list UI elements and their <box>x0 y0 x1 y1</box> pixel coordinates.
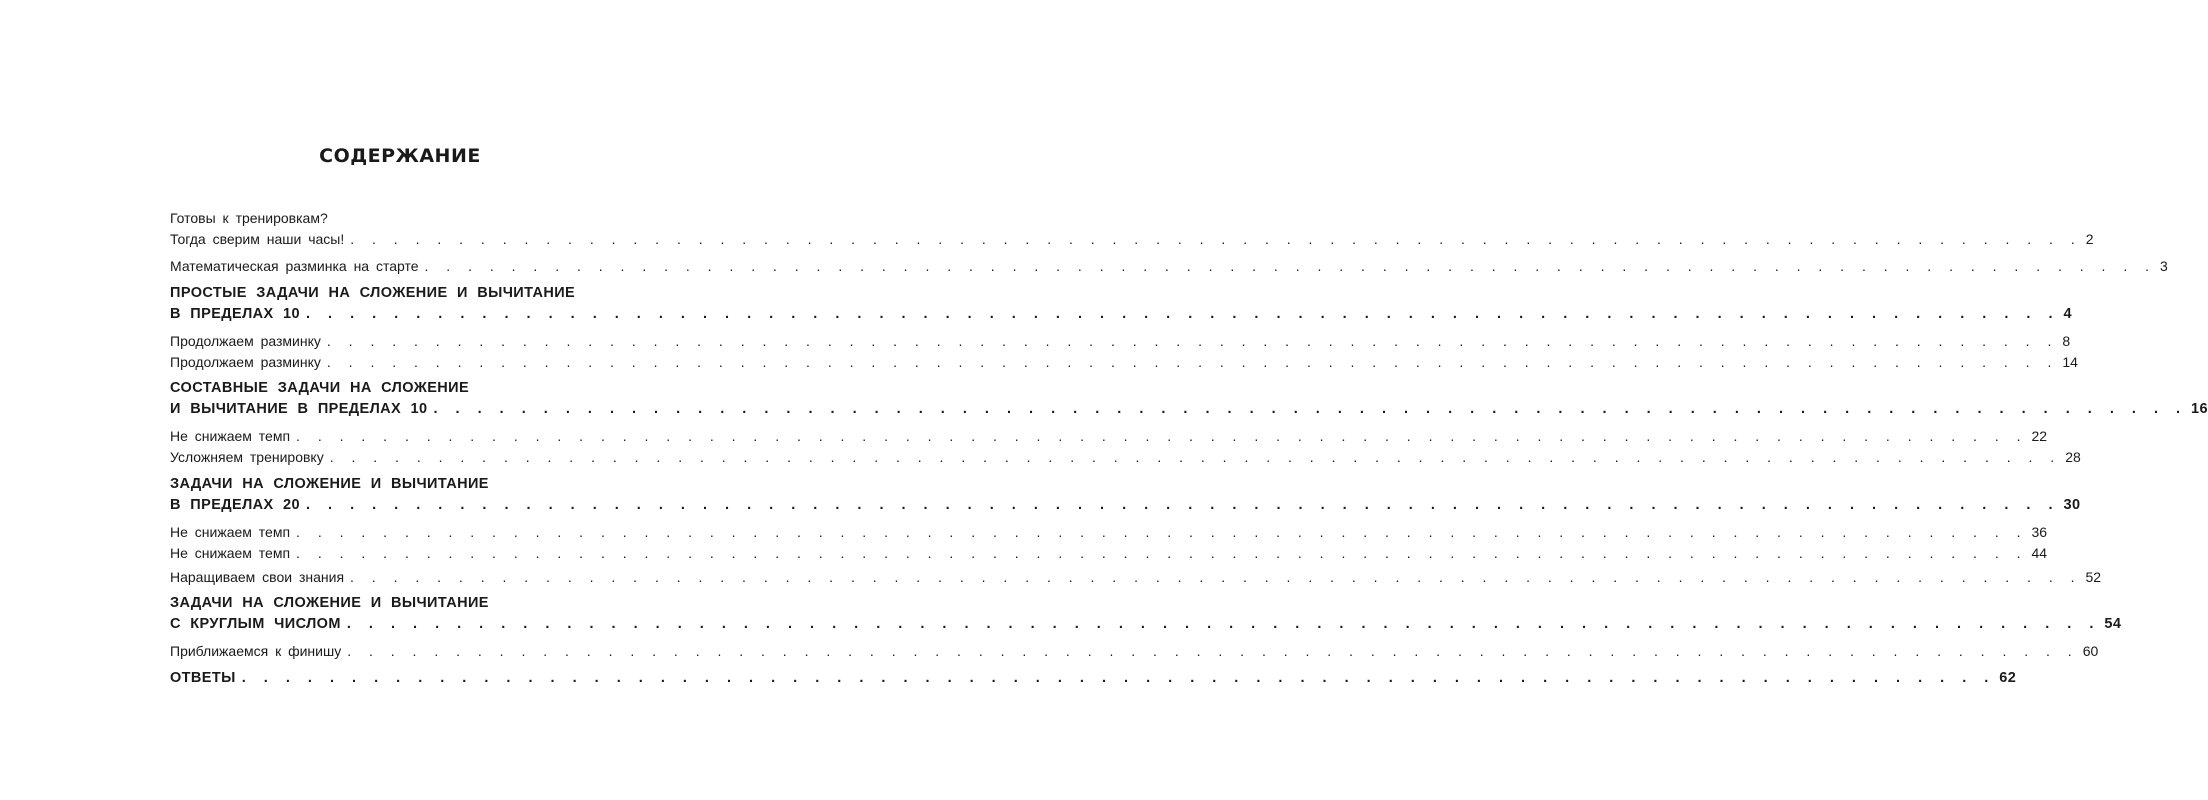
toc-entry-title: Не снижаем темп <box>170 545 291 561</box>
toc-page-number: 22 <box>2031 428 2048 444</box>
toc-page-number: 62 <box>1999 670 2017 686</box>
toc-title: СОДЕРЖАНИЕ <box>319 145 481 167</box>
toc-page-number: 16 <box>2191 401 2208 417</box>
toc-section-line <box>170 595 628 611</box>
toc-page-number: 8 <box>2062 333 2071 349</box>
toc-entry-title: Продолжаем разминку <box>170 354 321 370</box>
toc-section-heading: ЗАДАЧИ НА СЛОЖЕНИЕ И ВЫЧИТАНИЕ <box>170 595 489 611</box>
toc-page-number: 36 <box>2031 524 2048 540</box>
dot-leader: . . . . . . . . . . . . . . . . . . . . . . . . . . . . . . . . . . . . . . . . . . . . . . . . . . . . . . . . . . . . . . . . . . . . . . . . . . . . . . . . <box>305 497 2060 513</box>
toc-entry-line <box>170 524 2048 540</box>
toc-entry-line <box>170 545 2048 561</box>
toc-section-line <box>170 380 628 396</box>
dot-leader: . . . . . . . . . . . . . . . . . . . . . . . . . . . . . . . . . . . . . . . . . . . . . . . . . . . . . . . . . . . . . . . . . . . . . . . . . . . . . . . . <box>296 428 2028 444</box>
dot-leader: . . . . . . . . . . . . . . . . . . . . . . . . . . . . . . . . . . . . . . . . . . . . . . . . . . . . . . . . . . . . . . . . . . . . . . . . . . . . . . . . <box>346 616 2101 632</box>
toc-entry-line <box>170 333 2071 349</box>
toc-entry-line <box>170 231 2094 247</box>
toc-entry-title: Тогда сверим наши часы! <box>170 231 345 247</box>
dot-leader: . . . . . . . . . . . . . . . . . . . . . . . . . . . . . . . . . . . . . . . . . . . . . . . . . . . . . . . . . . . . . . . . . . . . . . . . . . . . . . . . <box>326 354 2059 370</box>
toc-entry-title: Готовы к тренировкам? <box>170 210 328 226</box>
toc-entry-line <box>170 643 2099 659</box>
dot-leader: . . . . . . . . . . . . . . . . . . . . . . . . . . . . . . . . . . . . . . . . . . . . . . . . . . . . . . . . . . . . . . . . . . . . . . . . . . . . . . . . <box>296 524 2028 540</box>
toc-entry-title: Усложняем тренировку <box>170 449 324 465</box>
toc-page-number: 14 <box>2062 354 2078 370</box>
toc-entry-title: Наращиваем свои знания <box>170 569 345 585</box>
dot-leader: . . . . . . . . . . . . . . . . . . . . . . . . . . . . . . . . . . . . . . . . . . . . . . . . . . . . . . . . . . . . . . . . . . . . . . . . . . . . . . . . <box>326 333 2059 349</box>
toc-section-line <box>170 401 2208 417</box>
toc-section-line <box>170 306 2072 322</box>
dot-leader: . . . . . . . . . . . . . . . . . . . . . . . . . . . . . . . . . . . . . . . . . . . . . . . . . . . . . . . . . . . . . . . . . . . . . . . . . . . . . . . . <box>350 569 2082 585</box>
toc-entry-title: Не снижаем темп <box>170 524 291 540</box>
dot-leader: . . . . . . . . . . . . . . . . . . . . . . . . . . . . . . . . . . . . . . . . . . . . . . . . . . . . . . . . . . . . . . . . . . . . . . . . . . . . . . . . <box>329 449 2062 465</box>
dot-leader: . . . . . . . . . . . . . . . . . . . . . . . . . . . . . . . . . . . . . . . . . . . . . . . . . . . . . . . . . . . . . . . . . . . . . . . . . . . . . . . . <box>433 401 2188 417</box>
toc-section-heading: С КРУГЛЫМ ЧИСЛОМ <box>170 616 341 632</box>
toc-entry-line <box>170 258 2168 274</box>
dot-leader: . . . . . . . . . . . . . . . . . . . . . . . . . . . . . . . . . . . . . . . . . . . . . . . . . . . . . . . . . . . . . . . . . . . . . . . . . . . . . . . . <box>347 643 2079 659</box>
toc-page-number: 28 <box>2065 449 2081 465</box>
toc-section-line <box>170 670 2017 686</box>
toc-page-number: 44 <box>2031 545 2048 561</box>
toc-entry-title: Не снижаем темп <box>170 428 291 444</box>
toc-page-number: 30 <box>2063 497 2081 513</box>
toc-section-heading: ЗАДАЧИ НА СЛОЖЕНИЕ И ВЫЧИТАНИЕ <box>170 476 489 492</box>
toc-page-number: 52 <box>2085 569 2102 585</box>
toc-page-number: 54 <box>2104 616 2122 632</box>
toc-section-heading: СОСТАВНЫЕ ЗАДАЧИ НА СЛОЖЕНИЕ <box>170 380 470 396</box>
toc-entry-line <box>170 210 628 226</box>
toc-entry-line <box>170 354 2078 370</box>
toc-entry-title: Приближаемся к финишу <box>170 643 342 659</box>
toc-page-number: 4 <box>2063 306 2072 322</box>
toc-section-line <box>170 285 628 301</box>
toc-page-number: 60 <box>2082 643 2099 659</box>
dot-leader: . . . . . . . . . . . . . . . . . . . . . . . . . . . . . . . . . . . . . . . . . . . . . . . . . . . . . . . . . . . . . . . . . . . . . . . . . . . . . . . . <box>350 231 2082 247</box>
toc-page-number: 3 <box>2160 258 2168 274</box>
dot-leader: . . . . . . . . . . . . . . . . . . . . . . . . . . . . . . . . . . . . . . . . . . . . . . . . . . . . . . . . . . . . . . . . . . . . . . . . . . . . . . . . <box>424 258 2156 274</box>
toc-section-line <box>170 476 628 492</box>
toc-section-heading: В ПРЕДЕЛАХ 20 <box>170 497 300 513</box>
toc-entry-title: Продолжаем разминку <box>170 333 321 349</box>
toc-entry-title: Математическая разминка на старте <box>170 258 419 274</box>
dot-leader: . . . . . . . . . . . . . . . . . . . . . . . . . . . . . . . . . . . . . . . . . . . . . . . . . . . . . . . . . . . . . . . . . . . . . . . . . . . . . . . . <box>241 670 1996 686</box>
toc-section-heading: ОТВЕТЫ <box>170 670 236 686</box>
toc-entry-line <box>170 569 2102 585</box>
toc-section-heading: В ПРЕДЕЛАХ 10 <box>170 306 300 322</box>
toc-section-line <box>170 616 2122 632</box>
toc-page-number: 2 <box>2085 231 2094 247</box>
toc-section-heading: ПРОСТЫЕ ЗАДАЧИ НА СЛОЖЕНИЕ И ВЫЧИТАНИЕ <box>170 285 576 301</box>
dot-leader: . . . . . . . . . . . . . . . . . . . . . . . . . . . . . . . . . . . . . . . . . . . . . . . . . . . . . . . . . . . . . . . . . . . . . . . . . . . . . . . . <box>305 306 2060 322</box>
toc-entry-line <box>170 449 2081 465</box>
dot-leader: . . . . . . . . . . . . . . . . . . . . . . . . . . . . . . . . . . . . . . . . . . . . . . . . . . . . . . . . . . . . . . . . . . . . . . . . . . . . . . . . <box>296 545 2028 561</box>
toc-section-heading: И ВЫЧИТАНИЕ В ПРЕДЕЛАХ 10 <box>170 401 428 417</box>
toc-section-line <box>170 497 2081 513</box>
toc-entry-line <box>170 428 2048 444</box>
